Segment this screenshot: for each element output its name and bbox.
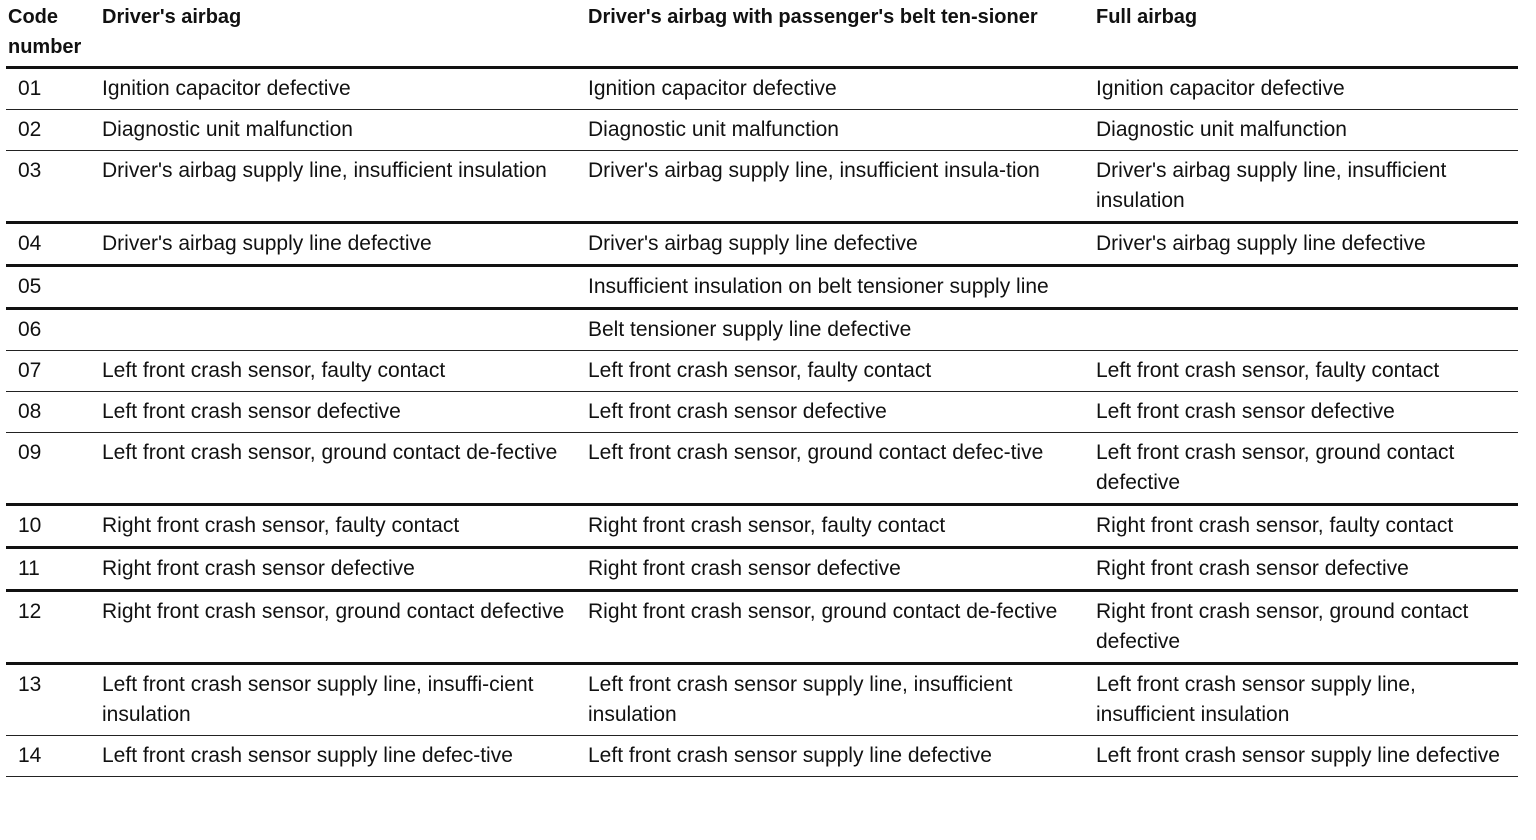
table-row (6, 68, 1518, 110)
full-airbag-cell: Right front crash sensor defective (1094, 548, 1518, 591)
table-row (6, 548, 1518, 591)
drivers-airbag-cell (100, 266, 582, 309)
fault-code-table (6, 2, 1518, 777)
code-cell: 12 (6, 591, 100, 664)
belt-tensioner-cell: Right front crash sensor defective (582, 548, 1094, 591)
full-airbag-cell: Left front crash sensor defective (1094, 392, 1518, 433)
belt-tensioner-cell: Left front crash sensor supply line, insufficient insulation (582, 664, 1094, 736)
table-row (6, 591, 1518, 664)
belt-tensioner-cell: Driver's airbag supply line, insufficient insula-tion (582, 151, 1094, 223)
code-cell: 09 (6, 433, 100, 505)
drivers-airbag-cell: Left front crash sensor supply line defec-tive (100, 736, 582, 777)
full-airbag-cell: Left front crash sensor, faulty contact (1094, 351, 1518, 392)
belt-tensioner-cell: Ignition capacitor defective (582, 68, 1094, 110)
code-cell: 10 (6, 505, 100, 548)
drivers-airbag-cell: Right front crash sensor, faulty contact (100, 505, 582, 548)
belt-tensioner-cell: Left front crash sensor supply line defective (582, 736, 1094, 777)
code-cell: 08 (6, 392, 100, 433)
belt-tensioner-cell: Left front crash sensor, ground contact defec-tive (582, 433, 1094, 505)
belt-tensioner-cell: Diagnostic unit malfunction (582, 110, 1094, 151)
drivers-airbag-cell: Right front crash sensor, ground contact defective (100, 591, 582, 664)
header-row (6, 2, 1518, 68)
code-cell: 04 (6, 223, 100, 266)
full-airbag-cell (1094, 309, 1518, 351)
code-cell: 02 (6, 110, 100, 151)
belt-tensioner-cell: Left front crash sensor defective (582, 392, 1094, 433)
belt-tensioner-cell: Left front crash sensor, faulty contact (582, 351, 1094, 392)
full-airbag-cell: Right front crash sensor, faulty contact (1094, 505, 1518, 548)
table-row (6, 736, 1518, 777)
drivers-airbag-cell: Left front crash sensor, ground contact de-fective (100, 433, 582, 505)
table-row (6, 223, 1518, 266)
header-drivers-airbag-belt-tensioner: Driver's airbag with passenger's belt ten-sioner (582, 2, 1094, 68)
code-cell: 07 (6, 351, 100, 392)
full-airbag-cell: Driver's airbag supply line, insufficient insulation (1094, 151, 1518, 223)
header-drivers-airbag: Driver's airbag (100, 2, 582, 68)
table-row (6, 110, 1518, 151)
code-cell: 01 (6, 68, 100, 110)
drivers-airbag-cell (100, 309, 582, 351)
table-row (6, 433, 1518, 505)
table-row (6, 505, 1518, 548)
drivers-airbag-cell: Left front crash sensor, faulty contact (100, 351, 582, 392)
full-airbag-cell (1094, 266, 1518, 309)
code-cell: 05 (6, 266, 100, 309)
table-row (6, 266, 1518, 309)
code-cell: 03 (6, 151, 100, 223)
drivers-airbag-cell: Ignition capacitor defective (100, 68, 582, 110)
drivers-airbag-cell: Left front crash sensor defective (100, 392, 582, 433)
full-airbag-cell: Left front crash sensor supply line, insufficient insulation (1094, 664, 1518, 736)
table-row (6, 392, 1518, 433)
full-airbag-cell: Diagnostic unit malfunction (1094, 110, 1518, 151)
code-cell: 11 (6, 548, 100, 591)
table-row (6, 309, 1518, 351)
code-cell: 14 (6, 736, 100, 777)
belt-tensioner-cell: Driver's airbag supply line defective (582, 223, 1094, 266)
table-row (6, 664, 1518, 736)
drivers-airbag-cell: Diagnostic unit malfunction (100, 110, 582, 151)
code-cell: 06 (6, 309, 100, 351)
belt-tensioner-cell: Insufficient insulation on belt tensioner supply line (582, 266, 1094, 309)
full-airbag-cell: Right front crash sensor, ground contact defective (1094, 591, 1518, 664)
drivers-airbag-cell: Driver's airbag supply line defective (100, 223, 582, 266)
full-airbag-cell: Ignition capacitor defective (1094, 68, 1518, 110)
table-header (6, 2, 1518, 68)
header-full-airbag: Full airbag (1094, 2, 1518, 68)
drivers-airbag-cell: Left front crash sensor supply line, insuffi-cient insulation (100, 664, 582, 736)
full-airbag-cell: Left front crash sensor, ground contact defective (1094, 433, 1518, 505)
header-code-number: Code number (6, 2, 100, 68)
drivers-airbag-cell: Right front crash sensor defective (100, 548, 582, 591)
table-row (6, 151, 1518, 223)
full-airbag-cell: Driver's airbag supply line defective (1094, 223, 1518, 266)
belt-tensioner-cell: Right front crash sensor, faulty contact (582, 505, 1094, 548)
belt-tensioner-cell: Belt tensioner supply line defective (582, 309, 1094, 351)
table-row (6, 351, 1518, 392)
table-body (6, 68, 1518, 777)
drivers-airbag-cell: Driver's airbag supply line, insufficient insulation (100, 151, 582, 223)
full-airbag-cell: Left front crash sensor supply line defective (1094, 736, 1518, 777)
code-cell: 13 (6, 664, 100, 736)
belt-tensioner-cell: Right front crash sensor, ground contact de-fective (582, 591, 1094, 664)
